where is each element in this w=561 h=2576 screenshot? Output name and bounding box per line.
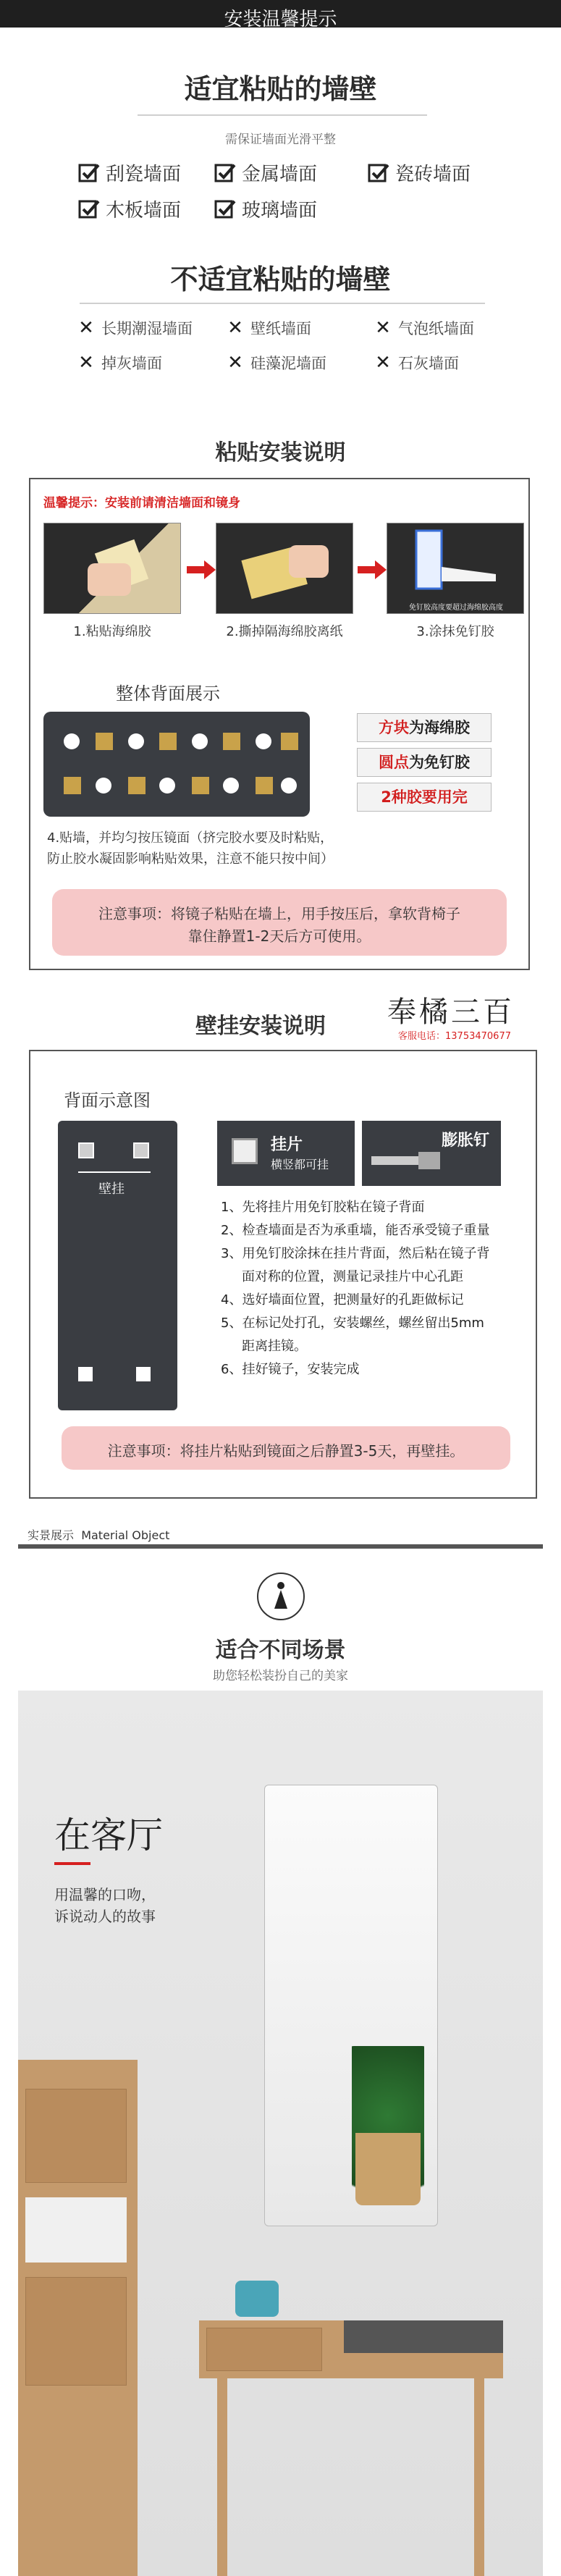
suitable-item-label: 玻璃墙面: [242, 200, 318, 222]
step4-line2: 防止胶水凝固影响粘贴效果，注意不能只按中间）: [47, 851, 334, 867]
step2-label: 2.撕掉隔海绵胶离纸: [226, 624, 343, 639]
telephone: [235, 2281, 279, 2317]
bolt-card: [362, 1121, 501, 1186]
step3-label: 3.涂抹免钉胶: [416, 624, 494, 639]
bench: [199, 2320, 503, 2378]
suitable-item-label: 金属墙面: [242, 164, 318, 185]
living-line2: 诉说动人的故事: [54, 1908, 156, 1925]
arrow-right-icon: [358, 559, 387, 581]
living-room-photo: [18, 1691, 543, 2576]
hang-step: 距离挂镜。: [242, 1339, 307, 1354]
unsuitable-item-label: 长期潮湿墙面: [101, 320, 193, 337]
suitable-note: 需保证墙面光滑平整: [225, 132, 336, 147]
step2-image: [216, 523, 353, 614]
legend-both: 2种胶要用完: [357, 783, 492, 812]
back-panel-diagram: [43, 712, 310, 817]
sponge-square: [223, 733, 240, 750]
mirror: [264, 1785, 438, 2226]
suitable-item-label: 木板墙面: [106, 200, 182, 222]
unsuitable-item-label: 气泡纸墙面: [398, 320, 474, 337]
paste-notice-line2: 靠住静置1-2天后方可使用。: [187, 927, 371, 945]
suitable-item-label: 刮瓷墙面: [106, 164, 182, 185]
accent-bar: [54, 1862, 90, 1865]
suitable-item: [78, 159, 181, 186]
cross-icon: ✕: [375, 352, 391, 374]
clip-subtitle: 横竖都可挂: [271, 1158, 329, 1171]
unsuitable-item-label: 掉灰墙面: [101, 355, 162, 372]
glue-dot: [128, 733, 144, 749]
back-diagram-title: 背面示意图: [64, 1090, 151, 1111]
glue-dot: [223, 778, 239, 794]
unsuitable-item-label: 石灰墙面: [398, 355, 459, 372]
clip-title: 挂片: [271, 1136, 303, 1154]
legend-square: 方块为海绵胶: [357, 713, 492, 742]
sponge-square: [128, 777, 145, 794]
sponge-peel-icon: [44, 523, 182, 615]
legend-dot: 圆点为免钉胶: [357, 748, 492, 777]
banner-title: 安装温馨提示: [224, 9, 337, 30]
hanger-clip: [133, 1142, 149, 1158]
checkmark-icon: [78, 198, 100, 220]
checkmark-icon: [214, 198, 236, 220]
hanger-clip: [78, 1142, 94, 1158]
glue-dot: [192, 733, 208, 749]
mirror-back-diagram: [58, 1121, 177, 1410]
glue-tube-icon: [387, 523, 525, 599]
paste-tip: 温馨提示：安装前请清洁墙面和镜身: [43, 496, 240, 510]
divider: [80, 303, 485, 304]
sponge-square: [64, 777, 81, 794]
hang-mark-label: 壁挂: [98, 1182, 125, 1197]
suitable-item-label: 瓷砖墙面: [395, 164, 471, 185]
hang-step: 2、检查墙面是否为承重墙，能否承受镜子重量: [221, 1223, 490, 1238]
step1-label: 1.粘贴海绵胶: [73, 624, 151, 639]
unsuitable-item: [227, 352, 326, 374]
sponge-square: [281, 733, 298, 750]
living-line1: 用温馨的口吻，: [54, 1886, 156, 1903]
paste-notice-line1: 注意事项：将镜子粘贴在墙上，用手按压后，拿软背椅子: [98, 905, 460, 922]
cross-icon: ✕: [227, 352, 243, 374]
glue-caption: 免钉胶高度要超过海绵胶高度: [409, 604, 503, 612]
unsuitable-item: [375, 352, 459, 374]
scene-subtitle: 助您轻松装扮自己的美家: [213, 1669, 348, 1683]
brand-phone: 客服电话：13753470677: [398, 1031, 511, 1042]
suitable-item: [214, 195, 317, 222]
suitable-title: 适宜粘贴的墙壁: [184, 73, 377, 105]
bolt-title: 膨胀钉: [442, 1132, 490, 1150]
dress-logo-icon: [257, 1573, 305, 1620]
hang-step: 3、用免钉胶涂抹在挂片背面，然后粘在镜子背: [221, 1246, 490, 1261]
step4-line1: 4.贴墙，并均匀按压镜面（挤完胶水要及时粘贴，: [47, 830, 334, 846]
brand-logo: 奉橘三百: [387, 996, 515, 1029]
sponge-square: [96, 733, 113, 750]
checkmark-icon: [78, 162, 100, 184]
scene-title: 适合不同场景: [215, 1638, 346, 1663]
suitable-item: [78, 195, 181, 222]
divider: [138, 114, 427, 116]
suitable-item: [368, 159, 471, 186]
bench-leg: [474, 2378, 484, 2576]
shoe-cabinet: [18, 2060, 138, 2576]
hang-step: 5、在标记处打孔，安装螺丝，螺丝留出5mm: [221, 1316, 484, 1331]
cross-icon: ✕: [78, 317, 94, 339]
unsuitable-title: 不适宜粘贴的墙壁: [170, 264, 391, 295]
unsuitable-item: [78, 317, 193, 339]
living-title: 在客厅: [54, 1814, 163, 1856]
step3-image: [387, 523, 524, 614]
back-display-title: 整体背面展示: [116, 683, 220, 704]
checkmark-icon: [368, 162, 389, 184]
unsuitable-item-label: 壁纸墙面: [250, 320, 311, 337]
clip-card: [217, 1121, 355, 1186]
hang-step: 面对称的位置，测量记录挂片中心孔距: [242, 1269, 463, 1284]
peel-paper-icon: [216, 523, 354, 615]
unsuitable-item: [78, 352, 162, 374]
expansion-bolt-icon: [368, 1146, 447, 1175]
basket: [355, 2133, 421, 2205]
hang-section-title: 壁挂安装说明: [195, 1014, 326, 1039]
cross-icon: ✕: [227, 317, 243, 339]
hang-step: 1、先将挂片用免钉胶粘在镜子背面: [221, 1200, 425, 1215]
clip-icon: [232, 1138, 258, 1164]
arrow-right-icon: [187, 559, 216, 581]
bottom-pad: [136, 1367, 151, 1381]
checkmark-icon: [214, 162, 236, 184]
material-divider: [18, 1544, 543, 1549]
unsuitable-item: [227, 317, 311, 339]
suitable-item: [214, 159, 317, 186]
unsuitable-item-label: 硅藻泥墙面: [250, 355, 326, 372]
hang-step: 4、选好墙面位置，把测量好的孔距做标记: [221, 1292, 464, 1308]
measure-line: [78, 1171, 151, 1173]
hang-step: 6、挂好镜子，安装完成: [221, 1362, 360, 1377]
glue-dot: [159, 778, 175, 794]
cross-icon: ✕: [78, 352, 94, 374]
glue-dot: [64, 733, 80, 749]
glue-dot: [96, 778, 111, 794]
material-label: 实景展示 Material Object: [28, 1528, 170, 1542]
unsuitable-item: [375, 317, 474, 339]
bottom-pad: [78, 1367, 93, 1381]
paste-section-title: 粘贴安装说明: [215, 440, 346, 466]
cross-icon: ✕: [375, 317, 391, 339]
glue-dot: [281, 778, 297, 794]
bench-leg: [217, 2378, 227, 2576]
glue-dot: [256, 733, 271, 749]
hang-notice: 注意事项：将挂片粘贴到镜面之后静置3-5天，再壁挂。: [107, 1442, 465, 1460]
sponge-square: [159, 733, 177, 750]
sponge-square: [192, 777, 209, 794]
step1-image: [43, 523, 181, 614]
sponge-square: [256, 777, 273, 794]
